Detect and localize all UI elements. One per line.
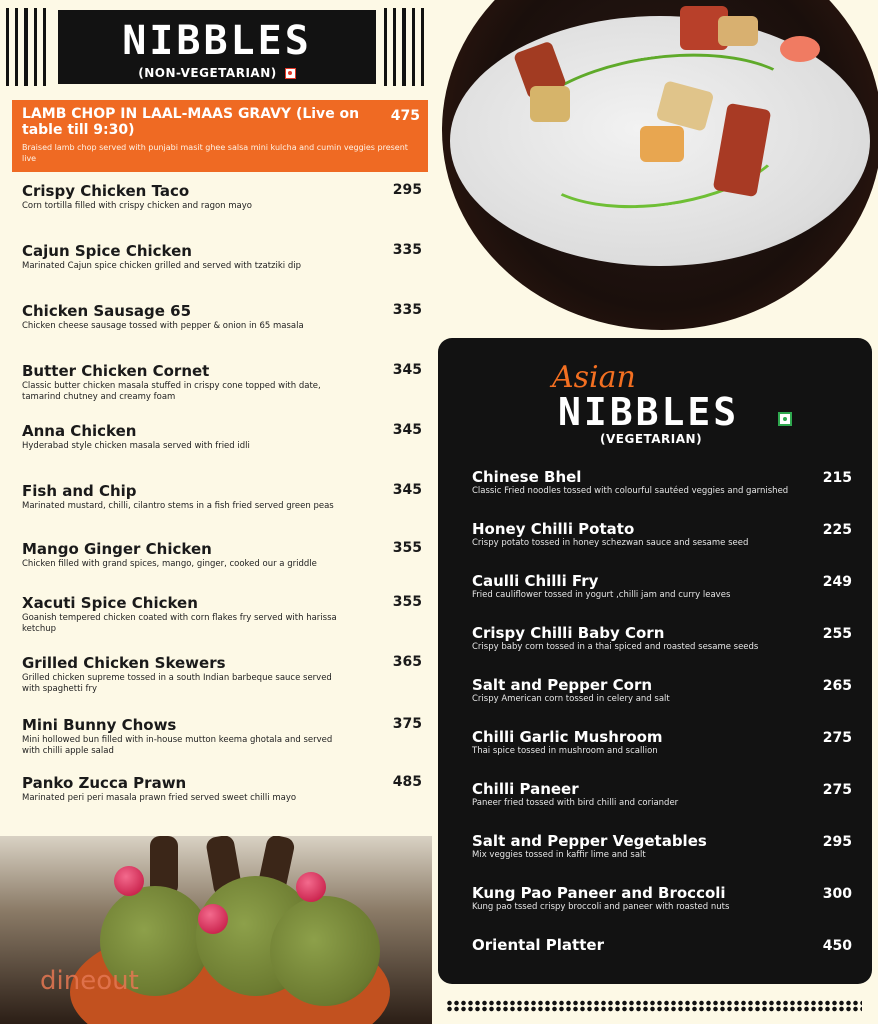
menu-item (472, 884, 852, 936)
menu-item (22, 242, 428, 302)
item-name: Mini Bunny Chows (22, 716, 177, 734)
item-price: 345 (392, 422, 422, 438)
item-desc: Paneer fried tossed with bird chilli and coriander (472, 798, 679, 808)
item-desc: Corn tortilla filled with crispy chicken and ragon mayo (22, 201, 252, 211)
item-price: 295 (392, 182, 422, 198)
asian-script-title: Asian (552, 360, 636, 395)
item-name: Chilli Paneer (472, 780, 579, 798)
item-name: Crispy Chilli Baby Corn (472, 624, 665, 642)
item-price: 275 (822, 782, 852, 798)
item-desc: Crispy baby corn tossed in a thai spiced and roasted sesame seeds (472, 642, 759, 652)
item-name: Oriental Platter (472, 936, 604, 954)
header-stripes-right (384, 8, 424, 86)
item-price: 355 (392, 594, 422, 610)
item-desc: Classic Fried noodles tossed with colourful sautéed veggies and garnished (472, 486, 789, 496)
featured-price: 475 (390, 108, 420, 124)
item-price: 300 (822, 886, 852, 902)
item-name: Salt and Pepper Corn (472, 676, 653, 694)
item-price: 255 (822, 626, 852, 642)
featured-name: LAMB CHOP IN LAAL-MAAS GRAVY (Live on table till 9:30) (22, 106, 360, 138)
radish-garnish (114, 866, 144, 896)
menu-item (22, 362, 428, 422)
item-desc: Kung pao tssed crispy broccoli and paneer with roasted nuts (472, 902, 730, 912)
featured-desc: Braised lamb chop served with punjabi masit ghee salsa mini kulcha and cumin veggies present live (22, 143, 408, 163)
item-name: Mango Ginger Chicken (22, 540, 212, 558)
nonveg-subtitle (58, 66, 376, 80)
item-desc: Chicken filled with grand spices, mango, ginger, cooked our a griddle (22, 559, 317, 569)
nonveg-subtitle-text: (NON-VEGETARIAN) (138, 66, 277, 80)
menu-item (22, 654, 428, 716)
menu-item (472, 624, 852, 676)
item-desc: Crispy potato tossed in honey schezwan sauce and sesame seed (472, 538, 749, 548)
item-desc: Marinated mustard, chilli, cilantro stems in a fish fried served green peas (22, 501, 334, 511)
veg-menu-list (472, 468, 852, 988)
menu-item (472, 936, 852, 988)
menu-item (472, 520, 852, 572)
menu-item (472, 832, 852, 884)
menu-item (22, 302, 428, 362)
nonveg-menu-list (22, 182, 428, 824)
menu-item (22, 716, 428, 774)
menu-item (472, 468, 852, 520)
dotted-border (446, 1000, 862, 1012)
featured-item (12, 100, 428, 172)
menu-item (22, 774, 428, 824)
item-name: Chilli Garlic Mushroom (472, 728, 663, 746)
item-price: 375 (392, 716, 422, 732)
dish-photo-top (442, 0, 878, 330)
item-name: Kung Pao Paneer and Broccoli (472, 884, 726, 902)
item-price: 275 (822, 730, 852, 746)
menu-item (472, 728, 852, 780)
menu-item (472, 676, 852, 728)
radish-garnish (296, 872, 326, 902)
item-name: Panko Zucca Prawn (22, 774, 187, 792)
item-desc: Mini hollowed bun filled with in-house mutton keema ghotala and served with chilli apple salad (22, 735, 333, 756)
item-desc: Fried cauliflower tossed in yogurt ,chilli jam and curry leaves (472, 590, 731, 600)
plate-image (450, 16, 870, 266)
watermark-logo: dineout (40, 966, 139, 996)
item-name: Chicken Sausage 65 (22, 302, 192, 320)
menu-item (472, 780, 852, 832)
item-name: Chinese Bhel (472, 468, 582, 486)
veg-title: NIBBLES (558, 390, 740, 434)
item-price: 249 (822, 574, 852, 590)
item-name: Xacuti Spice Chicken (22, 594, 198, 612)
item-desc: Crispy American corn tossed in celery and salt (472, 694, 670, 704)
item-price: 485 (392, 774, 422, 790)
item-price: 355 (392, 540, 422, 556)
item-price: 295 (822, 834, 852, 850)
item-price: 215 (822, 470, 852, 486)
lamb-chop (270, 896, 380, 1006)
item-price: 335 (392, 302, 422, 318)
item-price: 335 (392, 242, 422, 258)
veg-menu-panel (438, 338, 872, 984)
item-name: Grilled Chicken Skewers (22, 654, 226, 672)
menu-item (22, 594, 428, 654)
item-price: 345 (392, 362, 422, 378)
item-desc: Hyderabad style chicken masala served with fried idli (22, 441, 250, 451)
item-desc: Thai spice tossed in mushroom and scallion (472, 746, 658, 756)
item-desc: Classic butter chicken masala stuffed in crispy cone topped with date, tamarind chutney and creamy foam (22, 381, 321, 402)
item-name: Honey Chilli Potato (472, 520, 635, 538)
item-name: Salt and Pepper Vegetables (472, 832, 707, 850)
item-desc: Goanish tempered chicken coated with corn flakes fry served with harissa ketchup (22, 613, 337, 634)
item-price: 365 (392, 654, 422, 670)
item-desc: Marinated Cajun spice chicken grilled and served with tzatziki dip (22, 261, 301, 271)
item-name: Cajun Spice Chicken (22, 242, 192, 260)
item-desc: Mix veggies tossed in kaffir lime and salt (472, 850, 646, 860)
header-stripes-left (6, 8, 46, 86)
item-name: Fish and Chip (22, 482, 137, 500)
item-price: 345 (392, 482, 422, 498)
menu-item (22, 540, 428, 594)
nonveg-title: NIBBLES (122, 18, 312, 64)
item-name: Anna Chicken (22, 422, 137, 440)
veg-mark-icon (778, 412, 792, 426)
nonveg-header (58, 10, 376, 84)
item-name: Crispy Chicken Taco (22, 182, 190, 200)
veg-subtitle: (VEGETARIAN) (600, 432, 703, 446)
item-price: 225 (822, 522, 852, 538)
radish-garnish (198, 904, 228, 934)
item-desc: Grilled chicken supreme tossed in a south Indian barbeque sauce served with spaghetti fry (22, 673, 332, 694)
menu-item (22, 422, 428, 482)
nonveg-mark-icon (285, 68, 296, 79)
item-desc: Marinated peri peri masala prawn fried served sweet chilli mayo (22, 793, 297, 803)
menu-item (22, 482, 428, 540)
menu-item (22, 182, 428, 242)
item-desc: Chicken cheese sausage tossed with pepper & onion in 65 masala (22, 321, 304, 331)
item-name: Caulli Chilli Fry (472, 572, 599, 590)
menu-item (472, 572, 852, 624)
item-price: 450 (822, 938, 852, 954)
item-price: 265 (822, 678, 852, 694)
item-name: Butter Chicken Cornet (22, 362, 210, 380)
